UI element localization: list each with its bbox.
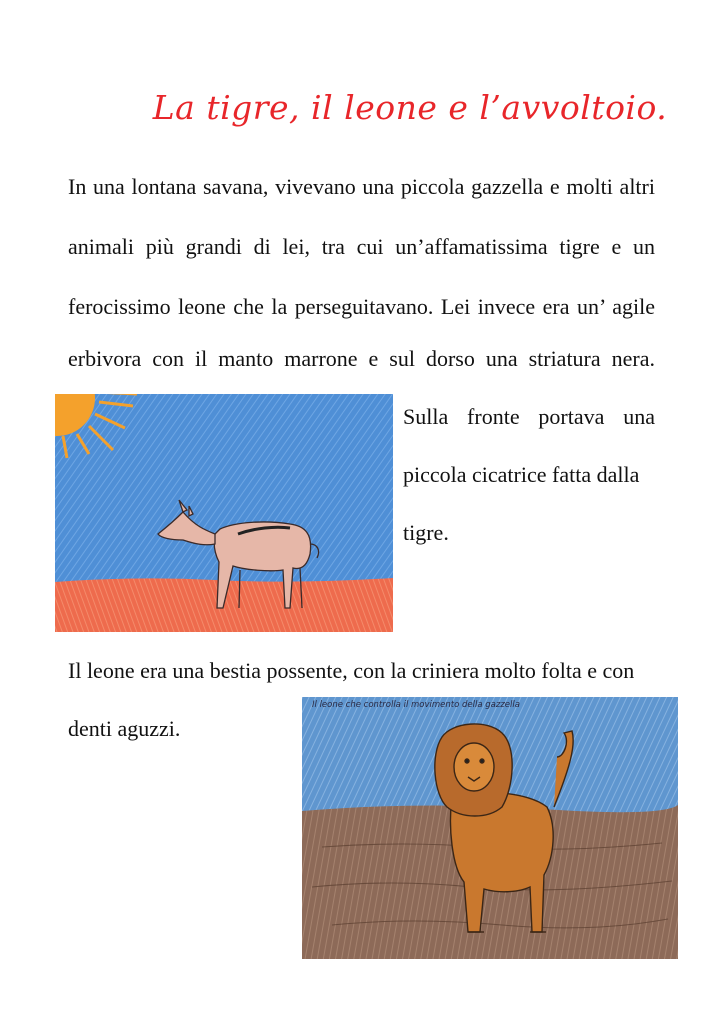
- drawing-caption: Il leone che controlla il movimento della gazzella: [312, 700, 520, 710]
- lion-drawing: [302, 697, 678, 959]
- text-line: In una lontana savana, vivevano una piccola gazzella e molti altri: [68, 174, 655, 199]
- page-title: La tigre, il leone e l’avvoltoio.: [152, 88, 668, 127]
- gazelle-drawing: [55, 394, 393, 632]
- text-line: piccola cicatrice fatta dalla: [403, 462, 640, 487]
- text-line: animali più grandi di lei, tra cui un’affamatissima tigre e un: [68, 234, 655, 259]
- text-line: ferocissimo leone che la perseguitavano. Lei invece era un’ agile: [68, 294, 655, 319]
- text-line: Il leone era una bestia possente, con la criniera molto folta e con: [68, 658, 635, 683]
- text-line: denti aguzzi.: [68, 716, 181, 741]
- text-line: Sulla fronte portava una: [403, 404, 655, 429]
- text-line: erbivora con il manto marrone e sul dorso una striatura nera.: [68, 346, 655, 371]
- text-line: tigre.: [403, 520, 449, 545]
